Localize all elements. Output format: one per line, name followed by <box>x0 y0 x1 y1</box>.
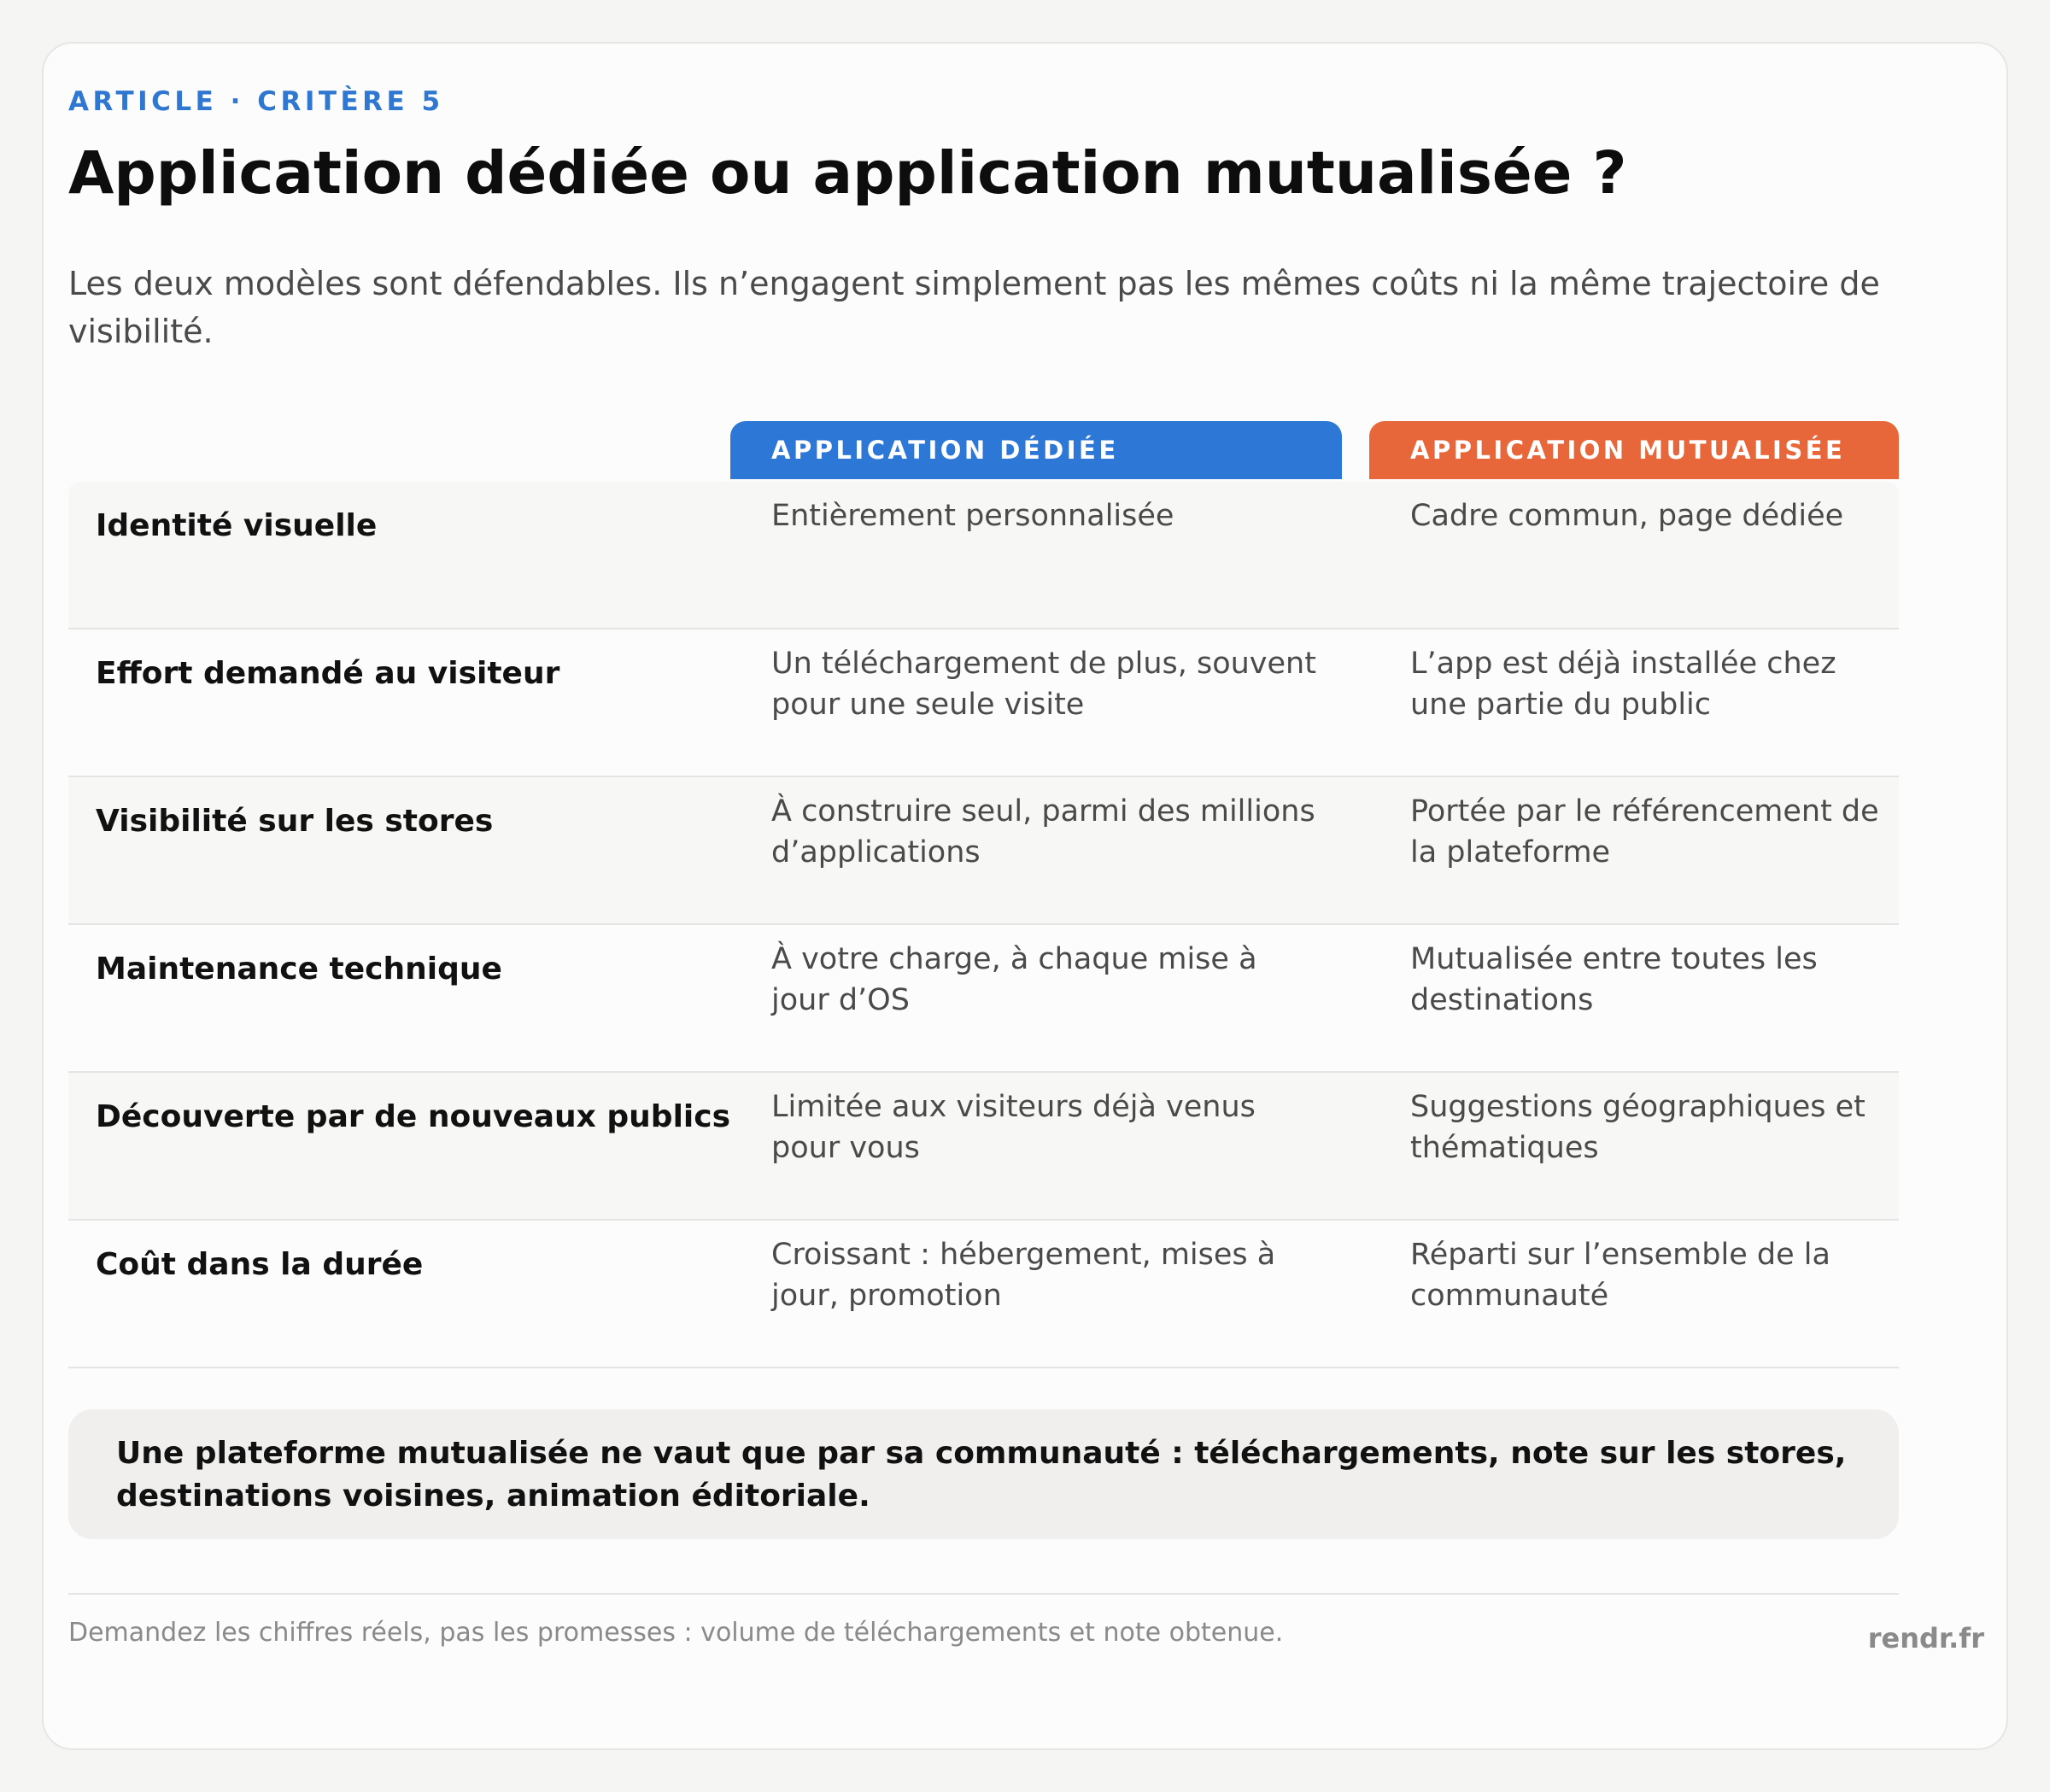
cell-dedicated: Croissant : hébergement, mises à jour, promotion <box>771 1238 1276 1313</box>
row-label: Visibilité sur les stores <box>96 804 494 839</box>
cell-shared: Cadre commun, page dédiée <box>1410 499 1844 533</box>
cell-shared: Suggestions géographiques et thématiques <box>1410 1090 1866 1165</box>
cell-shared: Réparti sur l’ensemble de la communauté <box>1410 1238 1830 1313</box>
cell-dedicated: À votre charge, à chaque mise à jour d’OS <box>771 942 1257 1017</box>
callout-note <box>68 1409 1899 1539</box>
cell-shared: Portée par le référencement de la plateforme <box>1410 794 1879 870</box>
callout-text: Une plateforme mutualisée ne vaut que par sa communauté : téléchargements, note sur les stores, destinations voisines, animation éditoriale. <box>116 1436 1847 1514</box>
cell-dedicated: Un téléchargement de plus, souvent pour une seule visite <box>771 647 1316 722</box>
cell-dedicated: À construire seul, parmi des millions d’applications <box>771 794 1315 870</box>
row-label: Découverte par de nouveaux publics <box>96 1099 731 1134</box>
comparison-table <box>68 482 1899 1368</box>
footer-divider <box>68 1593 1899 1595</box>
table-row <box>68 777 1899 925</box>
row-label: Coût dans la durée <box>96 1247 424 1282</box>
table-row <box>68 482 1899 630</box>
lede-paragraph: Les deux modèles sont défendables. Ils n’engagent simplement pas les mêmes coûts ni la même trajectoire de visibilité. <box>68 265 1880 350</box>
table-row <box>68 630 1899 777</box>
row-label: Effort demandé au visiteur <box>96 656 560 691</box>
page-title: Application dédiée ou application mutualisée ? <box>68 139 1627 208</box>
table-row <box>68 925 1899 1073</box>
brand-label: rendr.fr <box>1867 1622 1984 1654</box>
table-row <box>68 1221 1899 1368</box>
eyebrow-label: ARTICLE · CRITÈRE 5 <box>68 86 444 117</box>
cell-dedicated: Limitée aux visiteurs déjà venus pour vous <box>771 1090 1256 1165</box>
table-row <box>68 1073 1899 1221</box>
column-header-shared: APPLICATION MUTUALISÉE <box>1369 421 1899 479</box>
row-label: Identité visuelle <box>96 508 378 543</box>
column-header-dedicated: APPLICATION DÉDIÉE <box>730 421 1342 479</box>
cell-shared: L’app est déjà installée chez une partie du public <box>1410 647 1836 722</box>
cell-shared: Mutualisée entre toutes les destinations <box>1410 942 1818 1017</box>
row-label: Maintenance technique <box>96 952 502 987</box>
cell-dedicated: Entièrement personnalisée <box>771 499 1174 533</box>
footer-text: Demandez les chiffres réels, pas les promesses : volume de téléchargements et note obtenue. <box>68 1618 1284 1648</box>
